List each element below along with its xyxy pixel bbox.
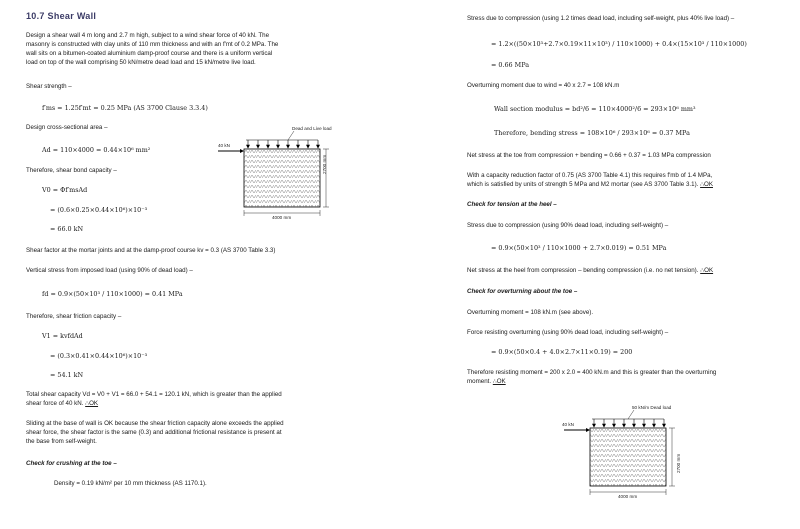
overturning-heading: Check for overturning about the toe – <box>467 288 578 295</box>
shear-wall-figure-right <box>558 403 688 503</box>
ok-mark: ∴OK <box>700 267 714 274</box>
height-label: 2700 mm <box>676 453 681 473</box>
ok-mark: ∴OK <box>85 400 99 407</box>
capacity-text: which is satisfied by units of strength 5 MPa and M2 mortar (see AS 3700 Table 3.1). <box>467 181 699 188</box>
v0-calculation: = (0.6×0.25×0.44×10⁶)×10⁻³ <box>50 206 148 214</box>
tension-heading: Check for tension at the heel – <box>467 201 557 208</box>
force-label: 40 kN <box>218 143 231 148</box>
intro-line: wall sits on a bitumen-coated aluminium damp-proof course and there is a uniform vertical <box>26 50 273 57</box>
v0-equation: V0 = Φf′msAd <box>42 186 88 194</box>
total-capacity-line: Total shear capacity Vd = V0 + V1 = 66.0 + 54.1 = 120.1 kN, which is greater than the applied <box>26 391 282 398</box>
overturning-moment-text: Overturning moment due to wind = 40 x 2.7 = 108 kN.m <box>467 82 620 89</box>
load-arrows <box>592 410 666 427</box>
ok-mark: ∴OK <box>700 181 713 188</box>
shear-strength-label: Shear strength – <box>26 83 72 90</box>
area-equation: Ad = 110×4000 = 0.44×10⁶ mm² <box>42 146 151 154</box>
intro-line: Design a shear wall 4 m long and 2.7 m high, subject to a wind shear force of 40 kN. The <box>26 32 270 39</box>
fd-equation: fd = 0.9×(50×10³ / 110×1000) = 0.41 MPa <box>42 290 183 298</box>
net-stress-heel-line <box>467 267 713 276</box>
wall-body <box>244 149 320 207</box>
resisting-force-equation: = 0.9×(50×0.4 + 4.0×2.7×11×0.19) = 200 <box>491 348 633 356</box>
compression-label: Stress due to compression (using 1.2 times dead load, including self-weight, plus 40% live load) – <box>467 15 735 22</box>
fms-equation: f′ms = 1.25f′mt = 0.25 MPa (AS 3700 Clause 3.3.4) <box>42 104 208 112</box>
resisting-moment-text: moment. <box>467 378 492 385</box>
capacity-line <box>467 181 713 190</box>
v1-result: = 54.1 kN <box>50 371 84 379</box>
intro-line: masonry is constructed with clay units of 110 mm thickness and with an f′mt of 0.2 MPa. The <box>26 41 279 48</box>
friction-capacity-label: Therefore, shear friction capacity – <box>26 313 122 320</box>
v1-calculation: = (0.3×0.41×0.44×10⁶)×10⁻³ <box>50 352 148 360</box>
area-label: Design cross-sectional area – <box>26 124 108 131</box>
compression-equation: = 1.2×((50×10³+2.7×0.19×11×10³) / 110×1000) + 0.4×(15×10³ / 110×1000) <box>491 40 747 48</box>
total-capacity-text: shear force of 40 kN. <box>26 400 84 407</box>
bond-capacity-label: Therefore, shear bond capacity – <box>26 167 117 174</box>
v1-equation: V1 = kvfdAd <box>42 332 83 340</box>
shear-wall-diagram <box>214 124 344 224</box>
load-label: Dead and Live load <box>292 126 332 131</box>
width-label: 4000 mm <box>618 494 638 499</box>
compression-90-label: Stress due to compression (using 90% dead load, including self-weight) – <box>467 222 669 229</box>
total-capacity-line <box>26 400 98 409</box>
shear-wall-figure-left <box>214 124 344 224</box>
load-label: 50 kN/m Dead load <box>632 405 672 410</box>
wind-force-arrow <box>564 428 590 432</box>
sliding-line: Sliding at the base of wall is OK because the shear friction capacity alone exceeds the applied <box>26 420 284 427</box>
ok-mark: ∴OK <box>492 378 506 385</box>
width-label: 4000 mm <box>272 215 292 220</box>
intro-line: load on top of the wall comprising 50 kN/metre dead load and 15 kN/metre live load. <box>26 59 256 66</box>
bending-stress-equation: Therefore, bending stress = 108×10⁶ / 293×10⁶ = 0.37 MPa <box>494 129 690 137</box>
section-title: 10.7 Shear Wall <box>26 11 97 21</box>
force-label: 40 kN <box>562 422 575 427</box>
sliding-line: shear force, the shear factor is the same (0.3) and additional frictional resistance is present at <box>26 429 282 436</box>
resisting-force-label: Force resisting overturning (using 90% dead load, including self-weight) – <box>467 329 669 336</box>
vertical-stress-label: Vertical stress from imposed load (using 90% of dead load) – <box>26 267 193 274</box>
compression-result: = 0.66 MPa <box>491 61 530 69</box>
height-dimension <box>669 428 675 486</box>
compression-90-equation: = 0.9×(50×10³ / 110×1000 + 2.7×0.019) = 0.51 MPa <box>491 244 667 252</box>
height-label: 2700 mm <box>322 154 327 174</box>
crushing-heading: Check for crushing at the toe – <box>26 460 117 467</box>
shear-factor-text: Shear factor at the mortar joints and at the damp-proof course kv = 0.3 (AS 3700 Table 3.3) <box>26 247 276 254</box>
wall-body <box>590 428 666 486</box>
net-stress-heel: Net stress at the heel from compression – bending compression (i.e. no net tension). <box>467 267 699 274</box>
sliding-line: the base from self-weight. <box>26 438 97 445</box>
resisting-moment-line: Therefore resisting moment = 200 x 2.0 = 400 kN.m and this is greater than the overturning <box>467 369 717 376</box>
density-text: Density = 0.19 kN/m² per 10 mm thickness (AS 1170.1). <box>54 480 207 487</box>
net-stress-toe: Net stress at the toe from compression + bending = 0.66 + 0.37 = 1.03 MPa compression <box>467 152 711 159</box>
shear-wall-diagram <box>558 403 688 503</box>
wind-force-arrow <box>218 149 244 153</box>
capacity-line: With a capacity reduction factor of 0.75 (AS 3700 Table 4.1) this requires f′mb of 1.4 MPa, <box>467 172 713 179</box>
load-arrows <box>246 131 320 148</box>
resisting-moment-line <box>467 378 506 387</box>
section-modulus-equation: Wall section modulus = bd²/6 = 110×4000²/6 = 293×10⁶ mm³ <box>494 105 696 113</box>
v0-result: = 66.0 kN <box>50 225 84 233</box>
overturning-moment-ref: Overturning moment = 108 kN.m (see above). <box>467 309 594 316</box>
